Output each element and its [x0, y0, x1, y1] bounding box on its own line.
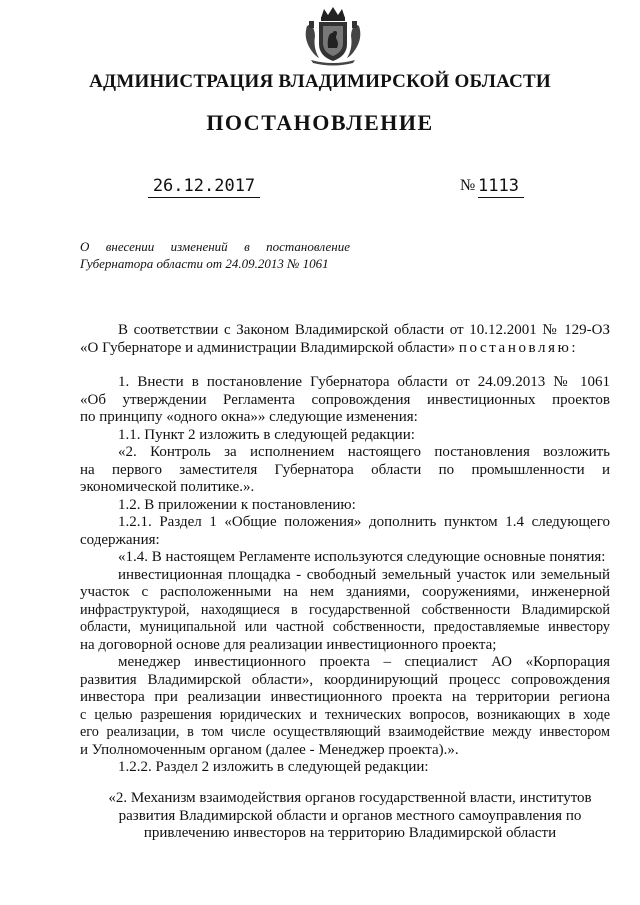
paragraph-line: и Уполномоченным органом (далее - Менеджер проекта).». [80, 741, 459, 758]
paragraph-line: инвестора при реализации инвестиционного проекта на территории региона [80, 689, 610, 705]
quote-line: «2. Механизм взаимодействия органов государственной власти, институтов [108, 790, 592, 806]
paragraph-line: «2. Контроль за исполнением настоящего постановления возложить [118, 444, 610, 460]
paragraph-line: с целью разрешения юридических и технических вопросов, возникающих в ходе [80, 706, 610, 723]
document-type-title: ПОСТАНОВЛЕНИЕ [206, 110, 434, 135]
paragraph-line: 1.2.2. Раздел 2 изложить в следующей редакции: [118, 759, 429, 775]
document-number-label: № [460, 177, 476, 194]
paragraph-line: экономической политике.». [80, 479, 255, 495]
paragraph-line: на договорной основе для реализации инвестиционного проекта; [80, 636, 497, 653]
subject-line: Губернатора области от 24.09.2013 № 1061 [80, 256, 329, 271]
quote-line: развития Владимирской области и органов местного самоуправления по [118, 807, 582, 824]
paragraph-line: по принципу «одного окна»» следующие изменения: [80, 409, 418, 425]
paragraph-line: области, муниципальной или частной собственности, предоставляемые инвестору [80, 619, 610, 635]
paragraph-line: его реализации, в том числе осуществляющий взаимодействие между инвестором [80, 724, 610, 740]
subject-line: О внесении изменений в постановление [80, 239, 350, 254]
paragraph-line: «1.4. В настоящем Регламенте используются следующие основные понятия: [118, 549, 606, 565]
quoted-section-title [100, 790, 600, 843]
paragraph-line: инвестиционная площадка - свободный земельный участок или земельный [118, 566, 610, 583]
paragraph-line: «Об утверждении Регламента сопровождения инвестиционных проектов [80, 391, 610, 408]
paragraph-line: участок с расположенными на нем зданиями, сооружениями, инженерной [80, 584, 610, 600]
coat-of-arms-icon [299, 4, 367, 66]
preamble-line [80, 340, 610, 358]
document-subject [80, 238, 350, 272]
document-date: 26.12.2017 [148, 176, 260, 198]
quote-line: привлечению инвесторов на территорию Владимирской области [143, 825, 557, 841]
preamble-line: В соответствии с Законом Владимирской области от 10.12.2001 № 129-ОЗ [118, 322, 610, 338]
paragraph-line: 1.2. В приложении к постановлению: [118, 496, 356, 513]
document-body [80, 322, 610, 777]
paragraph-line: инфраструктурой, находящиеся в государственной собственности Владимирской [80, 601, 610, 618]
paragraph-line: развития Владимирской области», координирующий процесс сопровождения [80, 671, 610, 688]
organization-name: АДМИНИСТРАЦИЯ ВЛАДИМИРСКОЙ ОБЛАСТИ [89, 71, 551, 92]
paragraph-line: содержания: [80, 531, 160, 548]
paragraph-line: 1.1. Пункт 2 изложить в следующей редакции: [118, 426, 415, 443]
paragraph-line: менеджер инвестиционного проекта – специалист АО «Корпорация [118, 654, 610, 670]
paragraph-line: на первого заместителя Губернатора области по промышленности и [80, 461, 610, 478]
preamble-text: «О Губернаторе и администрации Владимирской области» [80, 339, 459, 356]
resolve-word: постановляю: [458, 339, 579, 356]
paragraph-line: 1. Внести в постановление Губернатора области от 24.09.2013 № 1061 [118, 374, 610, 390]
document-number: 1113 [478, 176, 524, 198]
paragraph-line: 1.2.1. Раздел 1 «Общие положения» дополнить пунктом 1.4 следующего [118, 514, 610, 530]
